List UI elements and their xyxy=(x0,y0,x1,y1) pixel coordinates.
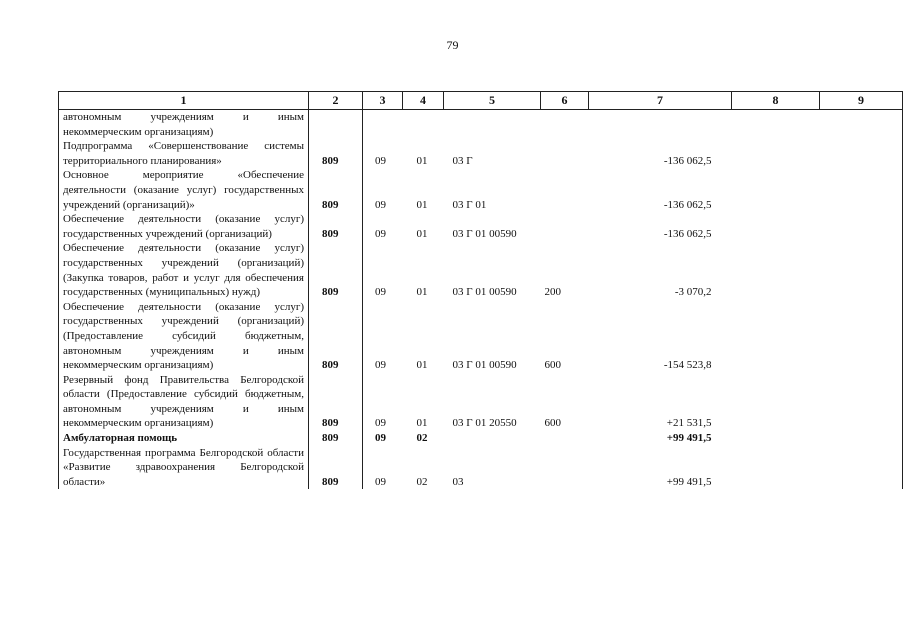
column-header-4: 4 xyxy=(403,92,444,110)
ministry-code: 809 xyxy=(309,300,363,373)
subsection-code: 02 xyxy=(416,432,428,445)
table-row xyxy=(59,168,903,212)
column-9-cell xyxy=(820,300,903,373)
row-name: Амбулаторная помощь xyxy=(59,431,309,446)
subsection-code: 01 xyxy=(416,286,428,299)
column-8-cell xyxy=(732,168,820,212)
row-name: Обеспечение деятельности (оказание услуг) государственных учреждений (организаций) xyxy=(59,212,309,241)
column-header-3: 3 xyxy=(363,92,403,110)
subsection-code: 01 xyxy=(416,154,428,167)
column-8-cell xyxy=(732,241,820,299)
section-code: 09 xyxy=(375,359,386,372)
amount: -154 523,8 xyxy=(663,359,712,372)
target-code: 03 Г 01 20550 xyxy=(452,417,517,430)
section-code: 09 xyxy=(375,475,386,488)
amount: +99 491,5 xyxy=(666,432,712,445)
column-9-cell xyxy=(820,212,903,241)
expense-type-code xyxy=(541,110,589,140)
expense-type-code xyxy=(541,168,589,212)
ministry-code: 809 xyxy=(309,431,363,446)
subsection-code xyxy=(403,110,444,140)
subsection-code: 01 xyxy=(416,417,428,430)
row-name: Основное мероприятие «Обеспечение деятельности (оказание услуг) государственных учреждений (организаций)» xyxy=(59,168,309,212)
target-code xyxy=(444,431,541,446)
subsection-code: 01 xyxy=(416,198,428,211)
row-name: автономным учреждениям и иным некоммерческим организациям) xyxy=(59,110,309,140)
ministry-code: 809 xyxy=(309,168,363,212)
expense-type-code xyxy=(541,431,589,446)
amount: -136 062,5 xyxy=(663,198,712,211)
column-8-cell xyxy=(732,431,820,446)
section-code xyxy=(363,110,403,140)
page-number: 79 xyxy=(446,38,459,52)
table-header-row xyxy=(59,92,903,110)
row-name: Государственная программа Белгородской области «Развитие здравоохранения Белгородской области» xyxy=(59,446,309,490)
column-8-cell xyxy=(732,446,820,490)
table-row xyxy=(59,300,903,373)
column-8-cell xyxy=(732,110,820,140)
amount xyxy=(589,110,732,140)
column-header-8: 8 xyxy=(732,92,820,110)
section-code: 09 xyxy=(375,432,386,445)
table-row xyxy=(59,139,903,168)
target-code: 03 Г xyxy=(452,154,473,167)
ministry-code xyxy=(309,110,363,140)
expense-type-code: 600 xyxy=(544,417,561,430)
ministry-code: 809 xyxy=(309,446,363,490)
expense-type-code: 200 xyxy=(544,286,561,299)
target-code: 03 Г 01 00590 xyxy=(452,227,517,240)
table-row xyxy=(59,373,903,431)
target-code xyxy=(444,110,541,140)
column-8-cell xyxy=(732,300,820,373)
subsection-code: 01 xyxy=(416,227,428,240)
amount: -136 062,5 xyxy=(663,227,712,240)
target-code: 03 Г 01 xyxy=(452,198,487,211)
section-code: 09 xyxy=(375,286,386,299)
subsection-code: 01 xyxy=(416,359,428,372)
column-8-cell xyxy=(732,212,820,241)
column-9-cell xyxy=(820,431,903,446)
section-code: 09 xyxy=(375,227,386,240)
table-row xyxy=(59,446,903,490)
target-code: 03 Г 01 00590 xyxy=(452,286,517,299)
column-header-6: 6 xyxy=(541,92,589,110)
row-name: Подпрограмма «Совершенствование системы территориального планирования» xyxy=(59,139,309,168)
ministry-code: 809 xyxy=(309,241,363,299)
target-code: 03 Г 01 00590 xyxy=(452,359,517,372)
column-header-2: 2 xyxy=(309,92,363,110)
ministry-code: 809 xyxy=(309,212,363,241)
column-9-cell xyxy=(820,110,903,140)
column-header-9: 9 xyxy=(820,92,903,110)
column-9-cell xyxy=(820,139,903,168)
amount: -3 070,2 xyxy=(674,286,712,299)
section-code: 09 xyxy=(375,198,386,211)
table-row xyxy=(59,241,903,299)
amount: +99 491,5 xyxy=(666,475,712,488)
ministry-code: 809 xyxy=(309,373,363,431)
table-row-section-heading xyxy=(59,431,903,446)
column-9-cell xyxy=(820,168,903,212)
column-9-cell xyxy=(820,446,903,490)
section-code: 09 xyxy=(375,154,386,167)
expense-type-code: 600 xyxy=(544,359,561,372)
expense-type-code xyxy=(541,212,589,241)
column-9-cell xyxy=(820,241,903,299)
expense-type-code xyxy=(541,139,589,168)
table-row xyxy=(59,110,903,140)
section-code: 09 xyxy=(375,417,386,430)
column-8-cell xyxy=(732,373,820,431)
budget-table xyxy=(58,91,903,489)
amount: -136 062,5 xyxy=(663,154,712,167)
column-9-cell xyxy=(820,373,903,431)
column-header-1: 1 xyxy=(59,92,309,110)
row-name: Обеспечение деятельности (оказание услуг) государственных учреждений (организаций) (Предоставление субсидий бюджетным, автономным учреждениям и иным некоммерческим организациям) xyxy=(59,300,309,373)
row-name: Обеспечение деятельности (оказание услуг) государственных учреждений (организаций) (Закупка товаров, работ и услуг для обеспечения государственных (муниципальных) нужд) xyxy=(59,241,309,299)
column-header-5: 5 xyxy=(444,92,541,110)
subsection-code: 02 xyxy=(416,475,428,488)
column-8-cell xyxy=(732,139,820,168)
row-name: Резервный фонд Правительства Белгородской области (Предоставление субсидий бюджетным, автономным учреждениям и иным некоммерческим организациям) xyxy=(59,373,309,431)
expense-type-code xyxy=(541,446,589,490)
ministry-code: 809 xyxy=(309,139,363,168)
table-row xyxy=(59,212,903,241)
amount: +21 531,5 xyxy=(666,417,712,430)
target-code: 03 xyxy=(452,475,464,488)
column-header-7: 7 xyxy=(589,92,732,110)
